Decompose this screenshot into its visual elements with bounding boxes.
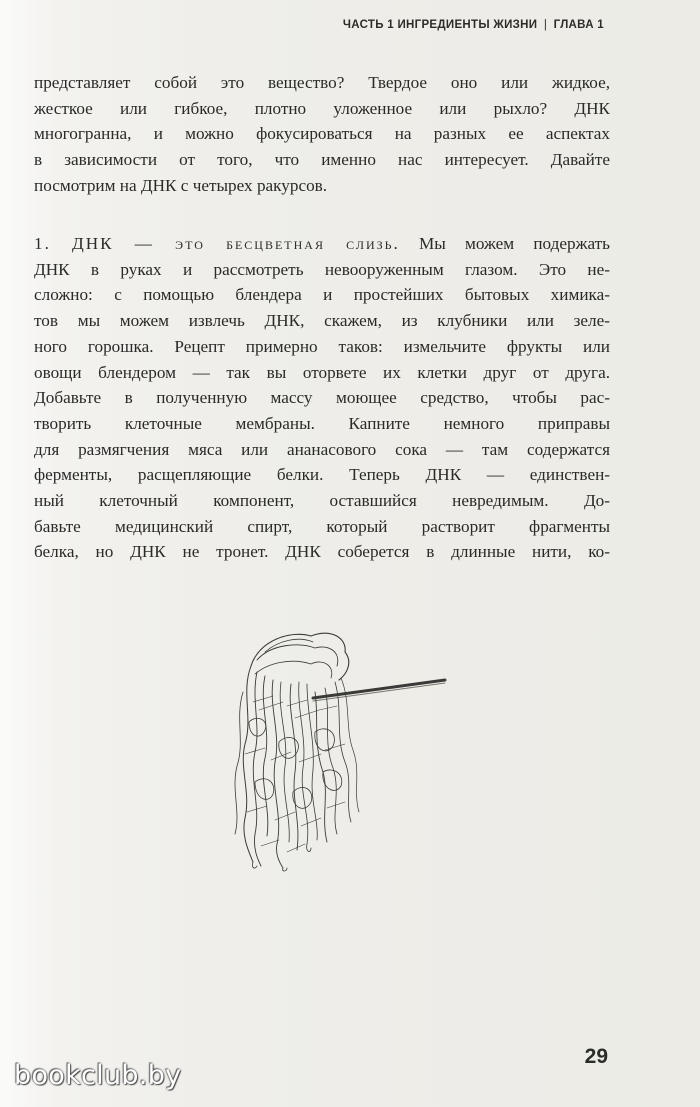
dna-strands-on-stick-sketch-icon xyxy=(195,622,455,872)
paragraph-line: тов мы можем извлечь ДНК, скажем, из клубники или зеле- xyxy=(34,311,610,331)
paragraph-line: ного горошка. Рецепт примерно таков: измельчите фрукты или xyxy=(34,336,610,356)
paragraph-line: для размягчения мяса или ананасового сока — там содержатся xyxy=(34,439,610,459)
paragraph-1 xyxy=(34,70,610,199)
paragraph-line: белка, но ДНК не тронет. ДНК соберется в длинные нити, ко- xyxy=(34,542,610,562)
paragraph-line: бавьте медицинский спирт, который растворит фрагменты xyxy=(34,516,610,536)
watermark: bookclub.by xyxy=(14,1060,182,1091)
paragraph-first-line-rest: Мы можем подержать xyxy=(418,234,610,253)
paragraph-line: многогранна, и можно фокусироваться на разных ее аспектах xyxy=(34,124,610,144)
running-head-chapter: ГЛАВА 1 xyxy=(553,19,604,31)
paragraph-line: ный клеточный компонент, оставшийся невредимым. До- xyxy=(34,491,610,511)
running-head-separator: | xyxy=(543,19,548,31)
paragraph-line: посмотрим на ДНК с четырех ракурсов. xyxy=(34,175,328,195)
paragraph-line: в зависимости от того, что именно нас интересует. Давайте xyxy=(34,150,610,170)
paragraph-line: представляет собой это вещество? Твердое оно или жидкое, xyxy=(34,73,610,92)
running-head xyxy=(343,19,604,31)
paragraph-line: овощи блендером — так вы оторвете их клетки друг от друга. xyxy=(34,362,610,382)
paragraph-first-line xyxy=(34,231,610,257)
paragraph-line: ферменты, расщепляющие белки. Теперь ДНК — единствен- xyxy=(34,465,610,485)
paragraph-line: творить клеточные мембраны. Капните немного приправы xyxy=(34,413,610,433)
paragraph-line: жесткое или гибкое, плотно уложенное или рыхло? ДНК xyxy=(34,98,610,118)
page-number: 29 xyxy=(584,1045,608,1068)
paragraph-lead: 1. ДНК — это бесцветная слизь. xyxy=(34,234,400,253)
paragraph-line: Добавьте в полученную массу моющее средство, чтобы рас- xyxy=(34,388,610,408)
paragraph-2 xyxy=(34,231,610,565)
paragraph-line: сложно: с помощью блендера и простейших бытовых химика- xyxy=(34,285,610,305)
paragraph-line: ДНК в руках и рассмотреть невооруженным глазом. Это не- xyxy=(34,259,610,279)
running-head-part: ЧАСТЬ 1 ИНГРЕДИЕНТЫ ЖИЗНИ xyxy=(342,19,538,31)
